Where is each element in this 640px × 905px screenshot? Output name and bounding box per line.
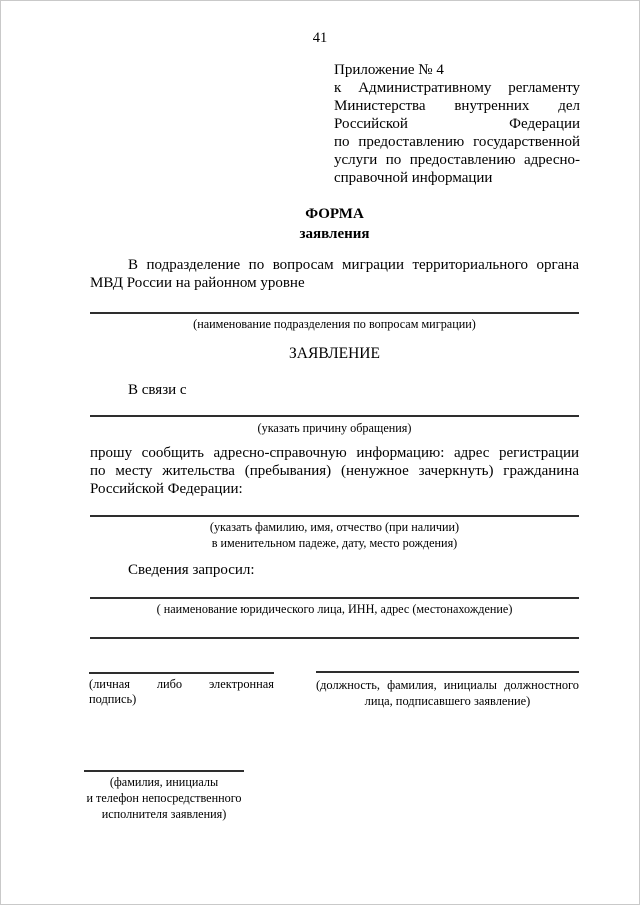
request-line: прошу сообщить адресно-справочную информацию: адрес регистрации [90, 445, 579, 461]
official-signature-caption-line: лица, подписавшего заявление) [364, 694, 531, 708]
header-line: Приложение № 4 [334, 62, 444, 78]
form-title [90, 205, 579, 244]
request-line: Российской Федерации: [90, 481, 243, 497]
requester-lead: Сведения запросил: [128, 562, 255, 578]
reason-lead: В связи с [128, 382, 187, 398]
personal-signature-caption: (личная либо электронная подпись) [89, 677, 274, 706]
official-signature-caption [316, 677, 579, 709]
header-line: Министерства внутренних дел [334, 98, 580, 114]
citizen-name-field-line [90, 515, 579, 517]
unit-name-field-line [90, 312, 579, 314]
legal-entity-field-caption: ( наименование юридического лица, ИНН, адрес (местонахождение) [156, 602, 513, 616]
header-line: к Административному регламенту [334, 80, 580, 96]
legal-entity-field-line-2 [90, 637, 579, 639]
personal-signature-field-line [89, 672, 274, 674]
executor-caption-line: и телефон непосредственного [86, 791, 242, 805]
unit-name-field-caption: (наименование подразделения по вопросам миграции) [193, 317, 476, 331]
appendix-header [334, 61, 580, 187]
statement-title: ЗАЯВЛЕНИЕ [289, 345, 380, 362]
executor-caption-line: (фамилия, инициалы [109, 775, 219, 789]
request-line: по месту жительства (пребывания) (ненужное зачеркнуть) гражданина [90, 463, 579, 479]
official-signature-caption-line: (должность, фамилия, инициалы должностного [316, 678, 579, 692]
form-title-line2: заявления [299, 225, 370, 242]
header-line: услуги по предоставлению адресно- [334, 152, 580, 168]
executor-field-line [84, 770, 244, 772]
header-line: справочной информации [334, 170, 493, 186]
citizen-name-caption-line: (указать фамилию, имя, отчество (при наличии) [209, 520, 460, 534]
reason-field-line [90, 415, 579, 417]
page-number: 41 [312, 30, 328, 46]
addressee-line: В подразделение по вопросам миграции территориального органа [128, 257, 579, 273]
header-line: по предоставлению государственной [334, 134, 580, 150]
citizen-name-field-caption [90, 519, 579, 551]
addressee-line: МВД России на районном уровне [90, 275, 305, 291]
executor-caption-line: исполнителя заявления) [101, 807, 227, 821]
official-signature-field-line [316, 671, 579, 673]
reason-field-caption: (указать причину обращения) [257, 421, 412, 435]
header-line: Российской Федерации [334, 116, 580, 132]
form-title-line1: ФОРМА [305, 206, 364, 222]
legal-entity-field-line [90, 597, 579, 599]
addressee-paragraph [90, 256, 579, 292]
executor-caption [56, 774, 272, 822]
request-paragraph [90, 444, 579, 498]
citizen-name-caption-line: в именительном падеже, дату, место рождения) [211, 536, 458, 550]
